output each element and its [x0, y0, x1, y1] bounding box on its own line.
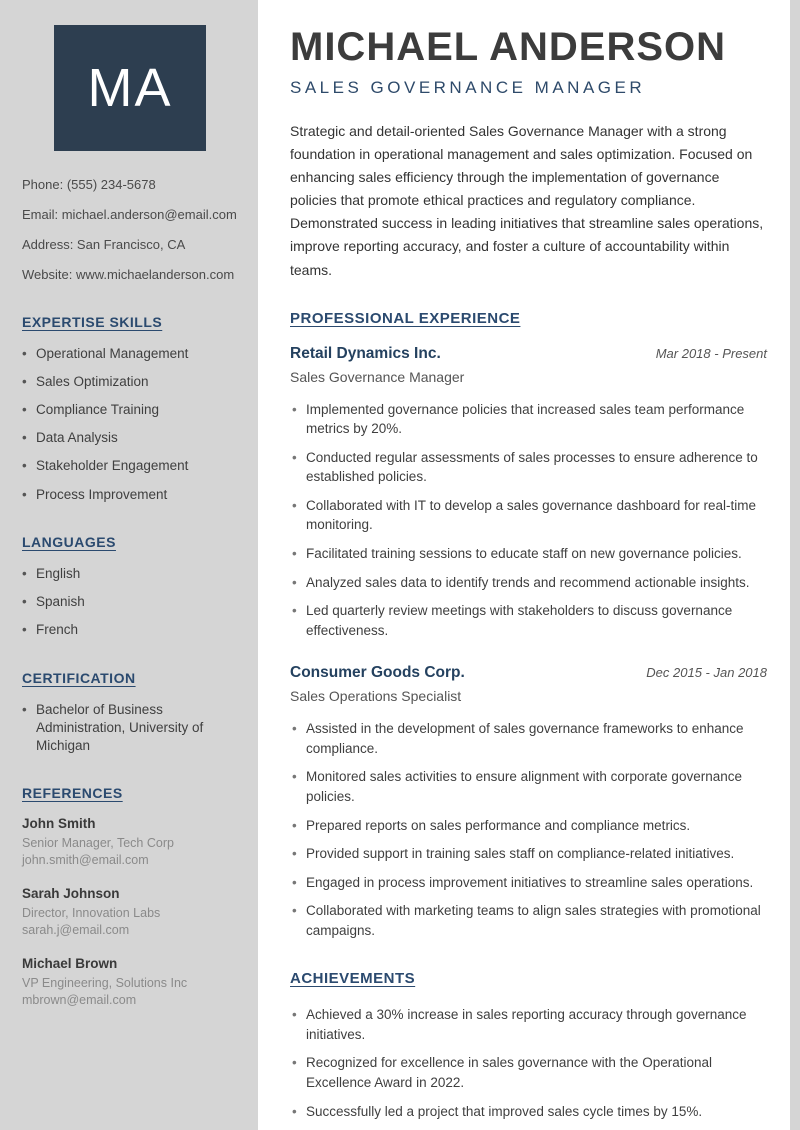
job-bullet: • Analyzed sales data to identify trends and recommend actionable insights. [290, 573, 767, 593]
job-role: Sales Operations Specialist [290, 688, 462, 705]
job-bullet-list [290, 719, 767, 940]
job-bullet: • Collaborated with marketing teams to align sales strategies with promotional campaigns. [290, 901, 767, 940]
job-company: Consumer Goods Corp. [290, 664, 465, 682]
achievement-bullet: • Successfully led a project that improved sales cycle times by 15%. [290, 1102, 767, 1122]
skill-item: • Operational Management [22, 345, 238, 363]
job-bullet: • Led quarterly review meetings with stakeholders to discuss governance effectiveness. [290, 601, 767, 640]
contact-website: Website: www.michaelanderson.com [22, 266, 235, 282]
job-bullet: • Prepared reports on sales performance and compliance metrics. [290, 816, 767, 836]
achievements-heading: ACHIEVEMENTS [290, 970, 416, 988]
reference-email: mbrown@email.com [22, 992, 137, 1007]
language-item: • Spanish [22, 593, 238, 611]
reference-entry [22, 956, 238, 1009]
reference-role: Director, Innovation Labs [22, 905, 161, 920]
reference-email: sarah.j@email.com [22, 922, 130, 937]
reference-name: John Smith [22, 816, 96, 832]
certification-section [22, 670, 238, 756]
languages-list [22, 565, 238, 640]
references-heading: REFERENCES [22, 785, 123, 802]
person-job-title: SALES GOVERNANCE MANAGER [290, 78, 646, 97]
job-bullet: • Provided support in training sales staff on compliance-related initiatives. [290, 844, 767, 864]
skill-item: • Process Improvement [22, 486, 238, 504]
achievements-section [290, 970, 767, 1121]
contact-phone: Phone: (555) 234-5678 [22, 177, 156, 192]
avatar-initials: MA [87, 58, 173, 118]
job-header [290, 345, 767, 363]
certification-list [22, 701, 238, 756]
skill-item: • Sales Optimization [22, 373, 238, 391]
job-company: Retail Dynamics Inc. [290, 344, 441, 362]
languages-section [22, 534, 238, 640]
job-header [290, 664, 767, 682]
job-bullet: • Facilitated training sessions to educate staff on new governance policies. [290, 544, 767, 564]
skills-heading: EXPERTISE SKILLS [22, 313, 163, 330]
job-bullet-list [290, 400, 767, 641]
sidebar [0, 0, 258, 1130]
contact-info [22, 177, 238, 284]
contact-email: Email: michael.anderson@email.com [22, 206, 237, 222]
job-bullet: • Collaborated with IT to develop a sales governance dashboard for real-time monitoring. [290, 496, 767, 535]
reference-entry [22, 886, 238, 939]
reference-role: VP Engineering, Solutions Inc [22, 975, 188, 990]
achievement-bullet: • Achieved a 30% increase in sales reporting accuracy through governance initiatives. [290, 1005, 767, 1044]
language-item: • French [22, 621, 238, 639]
reference-email: john.smith@email.com [22, 853, 149, 868]
references-section [22, 785, 238, 1008]
person-name: MICHAEL ANDERSON [290, 25, 727, 69]
certification-heading: CERTIFICATION [22, 669, 136, 686]
skills-list [22, 345, 238, 504]
certification-item: • Bachelor of Business Administration, University of Michigan [22, 701, 238, 756]
job-bullet: • Assisted in the development of sales governance frameworks to enhance compliance. [290, 719, 767, 758]
experience-heading: PROFESSIONAL EXPERIENCE [290, 309, 521, 327]
job-entry [290, 664, 767, 940]
contact-address: Address: San Francisco, CA [22, 236, 186, 252]
skill-item: • Compliance Training [22, 401, 238, 419]
skill-item: • Data Analysis [22, 429, 238, 447]
job-bullet: • Engaged in process improvement initiatives to streamline sales operations. [290, 873, 767, 893]
skills-section [22, 314, 238, 504]
job-role: Sales Governance Manager [290, 368, 465, 385]
skill-item: • Stakeholder Engagement [22, 457, 238, 475]
summary-paragraph: Strategic and detail-oriented Sales Governance Manager with a strong foundation in operational management and sales optimization. Focused on enhancing sales efficiency through the implementation of governance policies that promote ethical practices and regulatory compliance. Demonstrated success in leading initiatives that streamline sales operations, improve reporting accuracy, and foster a culture of accountability within teams. [290, 123, 764, 278]
job-bullet: • Implemented governance policies that increased sales team performance metrics by 20%. [290, 400, 767, 439]
avatar [54, 25, 206, 151]
job-bullet: • Conducted regular assessments of sales processes to ensure adherence to established policies. [290, 448, 767, 487]
languages-heading: LANGUAGES [22, 533, 116, 550]
reference-name: Sarah Johnson [22, 885, 120, 901]
achievement-bullet: • Recognized for excellence in sales governance with the Operational Excellence Award in 2022. [290, 1053, 767, 1092]
job-dates: Mar 2018 - Present [655, 345, 767, 361]
reference-entry [22, 816, 238, 869]
reference-name: Michael Brown [22, 955, 118, 971]
language-item: • English [22, 565, 238, 583]
main-content [258, 0, 790, 1130]
job-bullet: • Monitored sales activities to ensure alignment with corporate governance policies. [290, 767, 767, 806]
reference-role: Senior Manager, Tech Corp [22, 836, 174, 851]
achievements-list [290, 1005, 767, 1121]
job-dates: Dec 2015 - Jan 2018 [646, 665, 767, 681]
job-entry [290, 345, 767, 641]
